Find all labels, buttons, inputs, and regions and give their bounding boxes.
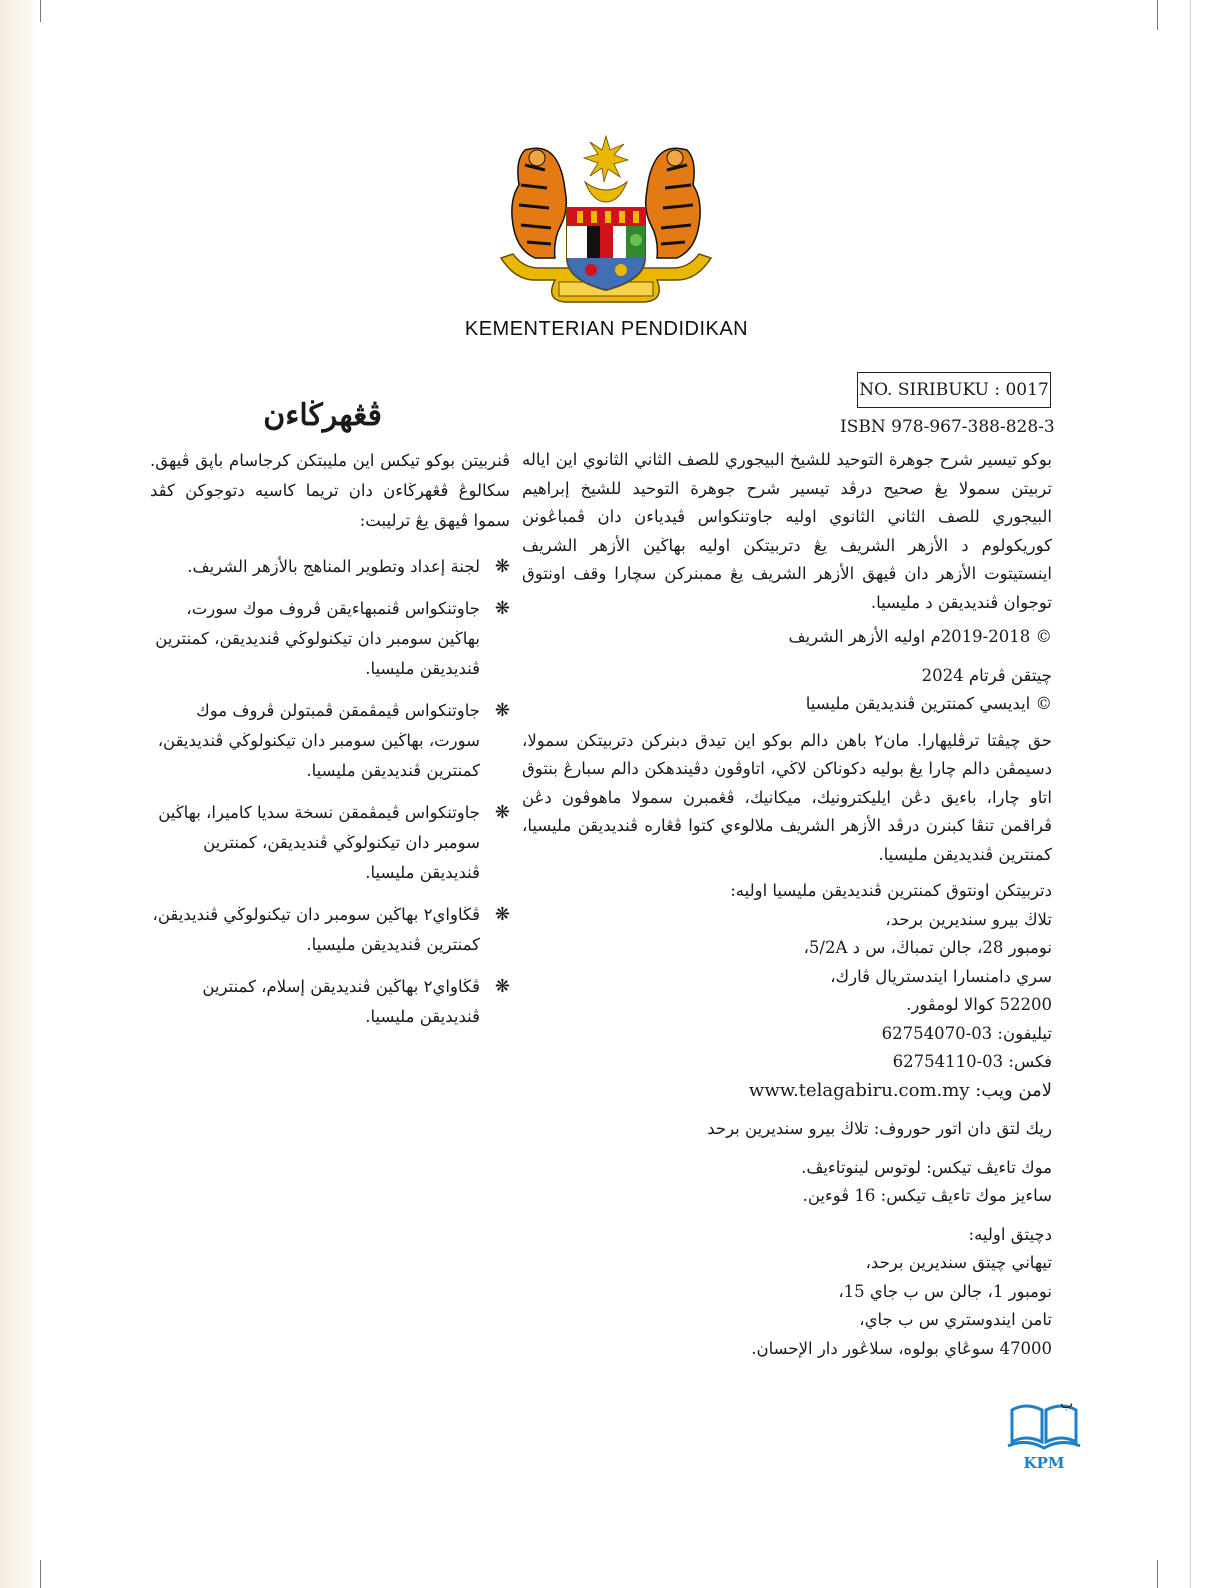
book-intro-paragraph: بوكو تيسير شرح جوهرة التوحيد للشيخ البيجوري للصف الثاني الثانوي اين اياله تربيتن سمولا يڠ صحيح درڤد تيسير شرح جوهرة التوحيد للشيخ إبراهيم البيجوري للصف الثاني الثانوي اوليه جاوتنكواس ڤيدياءن دان ڤمباڠونن كوريكولوم د الأزهر الشريف يڠ دتربيتكن اوليه بهاڬين الأزهر الشريف اينستيتوت الأزهر دان ڤيهق الأزهر الشريف يڠ ممبنركن سچارا وقف اونتوق توجوان ڤنديديقن د مليسيا.	[522, 450, 1052, 612]
first-printing: چيتقن ڤرتام 2024	[921, 665, 1052, 685]
publisher-address-line: نومبور 28، جالن تمباڬ، س د 5/2A،	[803, 938, 1052, 957]
flower-bullet-icon: ❋	[494, 598, 510, 619]
publisher-website: لامن ويب: www.telagabiru.com.my	[748, 1079, 1052, 1101]
malaysia-coat-of-arms-emblem	[495, 130, 717, 315]
page-side-decoration	[0, 0, 40, 1588]
kpm-logo-letter: ب	[1060, 1396, 1074, 1412]
publisher-intro: دتربيتكن اونتوق كمنترين ڤنديديقن مليسيا اوليه:	[730, 881, 1052, 900]
crop-mark-bottom-right	[1157, 1560, 1158, 1588]
isbn: ISBN 978-967-388-828-3	[840, 417, 1055, 437]
text-font-type: موك تاءيڤ تيكس: لوتوس لينوتاءيڤ.	[801, 1157, 1052, 1177]
acknowledgement-title: ڤڠهرڬاءن	[263, 398, 382, 433]
left-tiger	[512, 148, 566, 258]
acknowledgement-item: ❋ جاوتنكواس ڤنمبهاءيقن ڤروف موك سورت، بهاڬين سومبر دان تيكنولوڬي ڤنديديقن، كمنترين ڤنديديقن مليسيا.	[150, 594, 510, 684]
book-series-number: NO. SIRIBUKU : 0017	[857, 372, 1051, 408]
publisher-telephone: تيليفون: 03-62754070	[881, 1023, 1052, 1043]
crop-mark-bottom-left	[40, 1560, 41, 1588]
acknowledgement-item: ❋ جاوتنكواس ڤيمڤمقن ڤمبتولن ڤروف موك سورت، بهاڬين سومبر دان تيكنولوڬي ڤنديديقن، كمنترين ڤنديديقن مليسيا.	[150, 696, 510, 786]
flower-bullet-icon: ❋	[494, 556, 510, 577]
publication-details	[522, 446, 1052, 1363]
flower-bullet-icon: ❋	[494, 904, 510, 925]
text-font-size: ساءيز موك تاءيڤ تيكس: 16 ڤوءين.	[802, 1186, 1052, 1205]
kpm-logo-label: KPM	[1023, 1454, 1065, 1472]
acknowledgement-item: ❋ لجنة إعداد وتطوير المناهج بالأزهر الشريف.	[150, 552, 510, 582]
kpm-book-logo	[1002, 1396, 1086, 1472]
printer-name: تيهاني چيتق سنديرين برحد،	[865, 1253, 1052, 1272]
flower-bullet-icon: ❋	[494, 976, 510, 997]
typesetting-credit: ريك لتق دان اتور حوروف: تلاڬ بيرو سنديرين برحد	[707, 1119, 1052, 1138]
flower-bullet-icon: ❋	[494, 802, 510, 823]
flower-bullet-icon: ❋	[494, 700, 510, 721]
acknowledgement-item: ❋ ڤڬاواي٢ بهاڬين ڤنديديقن إسلام، كمنترين ڤنديديقن مليسيا.	[150, 972, 510, 1032]
publisher-name: تلاڬ بيرو سنديرين برحد،	[885, 909, 1052, 929]
acknowledgement-list	[150, 552, 510, 1044]
printer-address-line: نومبور 1، جالن س ب جاي 15،	[838, 1281, 1052, 1301]
rights-paragraph: حق چيڤتا ترڤليهارا. مان٢ باهن دالم بوكو اين تيدق دبنركن دتربيتكن سمولا، دسيمڤن دالم چارا يڠ بوليه دكوناكن لاڬي، اتاوڤون دڤيندهكن دالم سبارڠ بنتوق اتاو چارا، باءيق دڠن ايليكترونيك، ميكانيك، ڤڠمبرن سمولا ماهوڤون دڠن ڤراقمن تنڤا كبنرن درڤد الأزهر الشريف ملالوءي كتوا ڤڠاره ڤنديديقن مليسيا، كمنترين ڤنديديقن مليسيا.	[522, 730, 1052, 864]
printer-address-line: 47000 سوڠاي بولوه، سلاڠور دار الإحسان.	[751, 1338, 1052, 1358]
acknowledgement-intro: ڤنربيتن بوكو تيكس اين مليبتكن كرجاسام باڽق ڤيهق. سكالوڠ ڤڠهرڬاءن دان تريما كاسيه دتوجوكن كڤد سموا ڤيهق يڠ ترليبت:	[150, 451, 510, 530]
acknowledgement-item: ❋ ڤڬاواي٢ بهاڬين سومبر دان تيكنولوڬي ڤنديديقن، كمنترين ڤنديديقن مليسيا.	[150, 900, 510, 960]
ministry-name: KEMENTERIAN PENDIDIKAN	[464, 318, 749, 340]
printer-address-line: تامن ايندوستري س ب جاي،	[859, 1310, 1052, 1329]
acknowledgement-item: ❋ جاوتنكواس ڤيمڤمقن نسخة سديا كاميرا، بهاڬين سومبر دان تيكنولوڬي ڤنديديقن، كمنترين ڤنديديقن مليسيا.	[150, 798, 510, 888]
publisher-address-line: 52200 كوالا لومڤور.	[906, 995, 1052, 1014]
publisher-fax: فكس: 03-62754110	[892, 1052, 1052, 1071]
crop-mark-top-left	[40, 0, 41, 22]
publisher-address-line: سري دامنسارا ايندستريال ڤارك،	[830, 966, 1052, 986]
copyright-kpm: © ايديسي كمنترين ڤنديديقن مليسيا	[805, 694, 1052, 713]
crop-mark-top-right	[1157, 0, 1158, 30]
right-tiger	[646, 148, 700, 258]
crop-mark-right-edge	[1190, 0, 1191, 1588]
printer-intro: دچيتق اوليه:	[968, 1224, 1052, 1244]
copyright-azhar: © 2019-2018م اوليه الأزهر الشريف	[788, 627, 1052, 646]
